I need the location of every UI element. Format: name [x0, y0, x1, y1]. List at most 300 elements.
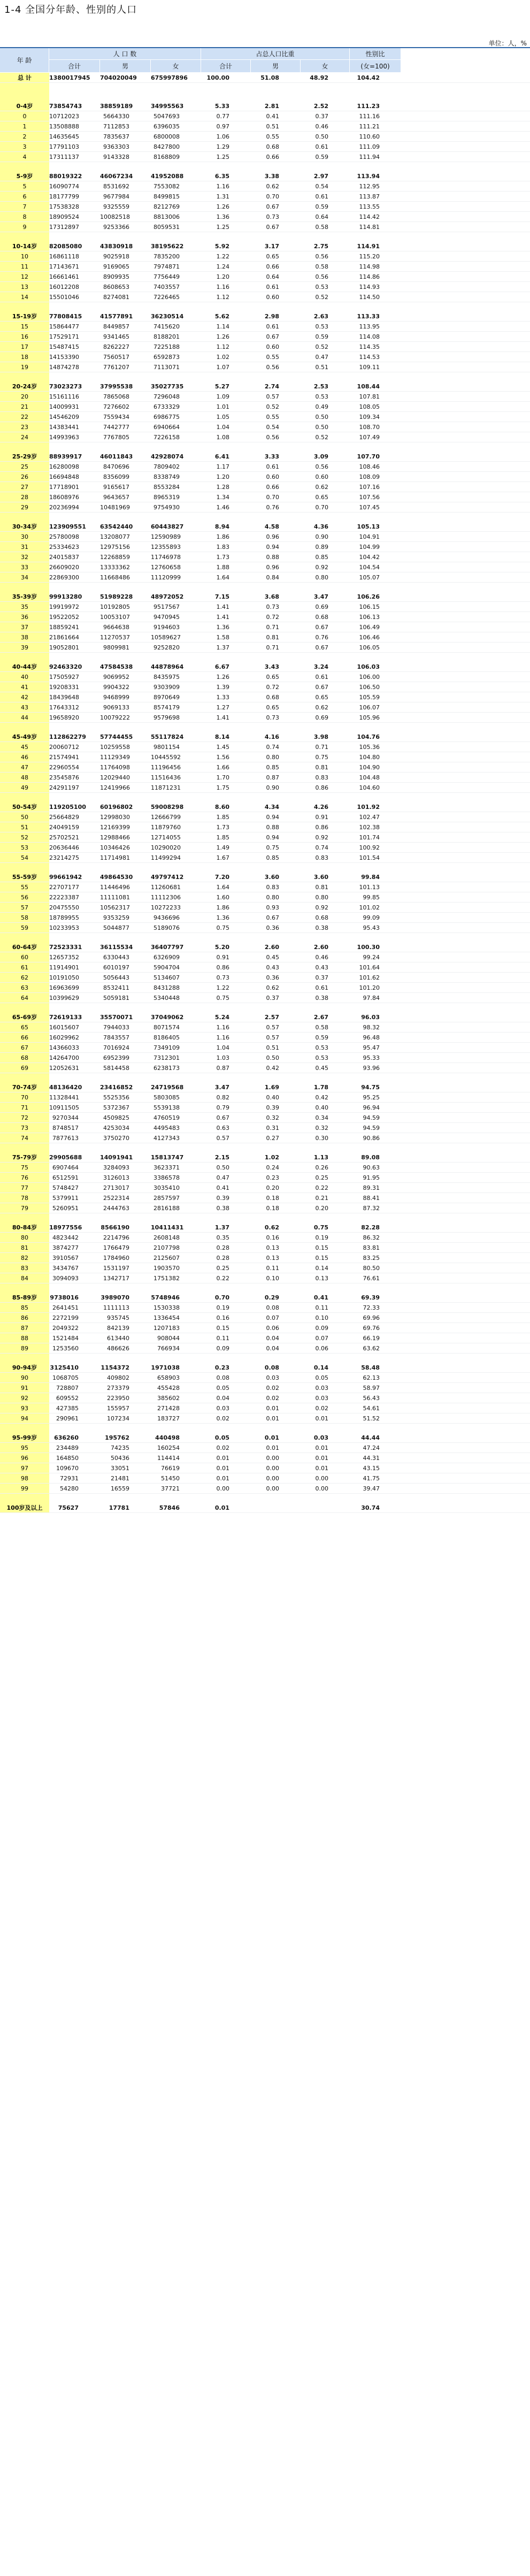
cell-total: 14264700	[49, 1053, 100, 1063]
cell-female: 1751382	[151, 1273, 201, 1283]
row-spacer	[0, 1213, 530, 1223]
cell-p-female: 0.81	[301, 762, 350, 773]
cell-ratio: 104.80	[350, 752, 401, 762]
cell-p-total: 0.19	[201, 1303, 251, 1313]
cell-female: 11112306	[151, 892, 201, 903]
cell-p-total: 1.83	[201, 542, 251, 552]
age-label: 99	[0, 1484, 49, 1494]
cell-total: 10191050	[49, 973, 100, 983]
age-label: 95-99岁	[0, 1433, 49, 1443]
cell-female: 9754930	[151, 502, 201, 513]
cell-p-female: 0.46	[301, 952, 350, 962]
cell-ratio: 115.20	[350, 251, 401, 262]
cell-p-total: 0.75	[201, 923, 251, 933]
cell-ratio: 111.09	[350, 142, 401, 152]
cell-ratio: 99.24	[350, 952, 401, 962]
cell-female: 7974871	[151, 262, 201, 272]
group-row	[0, 101, 530, 111]
cell-male: 21481	[100, 1473, 151, 1484]
cell-female: 9252820	[151, 643, 201, 653]
age-label: 49	[0, 783, 49, 793]
age-label: 25-29岁	[0, 452, 49, 462]
cell-p-total: 1.28	[201, 482, 251, 492]
table-row	[0, 853, 530, 863]
cell-p-male: 0.80	[251, 752, 301, 762]
cell-p-male: 0.04	[251, 1333, 301, 1343]
cell-male: 7276602	[100, 402, 151, 412]
cell-ratio: 105.59	[350, 692, 401, 702]
cell-p-female: 0.45	[301, 1063, 350, 1073]
age-label: 47	[0, 762, 49, 773]
cell-p-female: 0.43	[301, 962, 350, 973]
cell-male: 8608653	[100, 282, 151, 292]
table-row	[0, 1253, 530, 1263]
cell-total: 636260	[49, 1433, 100, 1443]
cell-p-total: 0.38	[201, 1203, 251, 1213]
cell-male: 7944033	[100, 1022, 151, 1033]
cell-total: 20236994	[49, 502, 100, 513]
cell-p-male: 0.85	[251, 853, 301, 863]
age-label: 81	[0, 1243, 49, 1253]
cell-p-female: 0.00	[301, 1473, 350, 1484]
cell-p-male: 0.88	[251, 822, 301, 832]
cell-p-total: 0.11	[201, 1333, 251, 1343]
cell-p-total: 1.17	[201, 462, 251, 472]
cell-total: 20636446	[49, 843, 100, 853]
cell-female: 658903	[151, 1373, 201, 1383]
table-row	[0, 482, 530, 492]
table-row	[0, 1103, 530, 1113]
cell-male: 12419966	[100, 783, 151, 793]
cell-p-total: 1.27	[201, 702, 251, 713]
table-row	[0, 412, 530, 422]
age-label: 83	[0, 1263, 49, 1273]
cell-p-male: 0.00	[251, 1473, 301, 1484]
table-row	[0, 192, 530, 202]
table-row	[0, 1233, 530, 1243]
cell-male: 9143328	[100, 152, 151, 162]
cell-ratio: 58.97	[350, 1383, 401, 1393]
cell-total: 5748427	[49, 1183, 100, 1193]
cell-male: 11129349	[100, 752, 151, 762]
cell-p-female: 0.13	[301, 1273, 350, 1283]
cell-p-female: 0.53	[301, 282, 350, 292]
table-row	[0, 1092, 530, 1103]
cell-male: 7442777	[100, 422, 151, 432]
cell-p-male: 0.07	[251, 1313, 301, 1323]
cell-p-male: 0.57	[251, 392, 301, 402]
cell-p-female: 0.38	[301, 923, 350, 933]
cell-male: 9468999	[100, 692, 151, 702]
cell-male: 4509825	[100, 1113, 151, 1123]
group-row	[0, 1433, 530, 1443]
cell-ratio: 89.08	[350, 1152, 401, 1163]
cell-male: 11668486	[100, 572, 151, 583]
cell-p-total: 8.60	[201, 802, 251, 812]
cell-ratio: 114.53	[350, 352, 401, 362]
header-population: 人 口 数	[49, 48, 201, 60]
age-label: 80	[0, 1233, 49, 1243]
cell-female: 440498	[151, 1433, 201, 1443]
cell-p-total: 2.15	[201, 1152, 251, 1163]
cell-female: 2107798	[151, 1243, 201, 1253]
cell-p-total: 0.77	[201, 111, 251, 121]
cell-p-total: 0.39	[201, 1193, 251, 1203]
cell-p-female: 0.70	[301, 502, 350, 513]
cell-male: 63542440	[100, 522, 151, 532]
cell-female: 8427800	[151, 142, 201, 152]
cell-p-female: 2.60	[301, 942, 350, 952]
age-label: 85	[0, 1303, 49, 1313]
table-row	[0, 432, 530, 442]
cell-p-male: 0.04	[251, 1343, 301, 1354]
cell-total: 18789955	[49, 913, 100, 923]
cell-p-female: 0.10	[301, 1313, 350, 1323]
cell-ratio: 94.59	[350, 1113, 401, 1123]
cell-female: 183727	[151, 1413, 201, 1424]
cell-p-total: 1.41	[201, 612, 251, 622]
cell-male: 8532411	[100, 983, 151, 993]
cell-p-total: 5.62	[201, 311, 251, 322]
cell-female: 6733329	[151, 402, 201, 412]
cell-p-male: 0.45	[251, 952, 301, 962]
population-table	[0, 73, 530, 1513]
table-row	[0, 1453, 530, 1463]
cell-p-male: 0.62	[251, 983, 301, 993]
cell-p-male: 0.08	[251, 1363, 301, 1373]
age-label: 88	[0, 1333, 49, 1343]
cell-ratio: 66.19	[350, 1333, 401, 1343]
group-row	[0, 381, 530, 392]
age-label: 98	[0, 1473, 49, 1484]
cell-female: 60443827	[151, 522, 201, 532]
cell-p-total: 0.35	[201, 1233, 251, 1243]
age-label: 70-74岁	[0, 1082, 49, 1092]
cell-total: 72619133	[49, 1012, 100, 1022]
row-spacer	[0, 513, 530, 522]
group-row	[0, 1503, 530, 1513]
header-share-female: 女	[301, 60, 350, 73]
cell-ratio: 101.74	[350, 832, 401, 843]
table-row	[0, 672, 530, 682]
cell-ratio: 106.50	[350, 682, 401, 692]
table-row	[0, 682, 530, 692]
age-label: 15-19岁	[0, 311, 49, 322]
cell-p-total: 0.00	[201, 1484, 251, 1494]
cell-p-total: 0.28	[201, 1253, 251, 1263]
age-label: 16	[0, 332, 49, 342]
cell-p-female: 0.37	[301, 111, 350, 121]
cell-p-female: 3.47	[301, 592, 350, 602]
table-row	[0, 542, 530, 552]
age-label: 80-84岁	[0, 1222, 49, 1233]
age-label: 40-44岁	[0, 662, 49, 672]
cell-p-total: 0.73	[201, 973, 251, 983]
cell-p-male: 0.68	[251, 692, 301, 702]
cell-ratio: 62.13	[350, 1373, 401, 1383]
cell-total: 99661942	[49, 872, 100, 882]
cell-male: 7843557	[100, 1033, 151, 1043]
cell-total: 18859241	[49, 622, 100, 632]
cell-male: 46011843	[100, 452, 151, 462]
cell-total: 18177799	[49, 192, 100, 202]
row-spacer	[0, 1494, 530, 1503]
row-spacer	[0, 1003, 530, 1013]
cell-p-female: 0.74	[301, 843, 350, 853]
cell-female: 12590989	[151, 532, 201, 542]
age-label: 54	[0, 853, 49, 863]
cell-p-male: 0.94	[251, 832, 301, 843]
cell-total: 11914901	[49, 962, 100, 973]
cell-p-total: 1.46	[201, 502, 251, 513]
cell-female: 8553284	[151, 482, 201, 492]
cell-male: 2522314	[100, 1193, 151, 1203]
age-label: 70	[0, 1092, 49, 1103]
age-label: 96	[0, 1453, 49, 1463]
table-row	[0, 1053, 530, 1063]
cell-p-male: 0.13	[251, 1253, 301, 1263]
age-label: 17	[0, 342, 49, 352]
cell-p-female: 0.61	[301, 142, 350, 152]
cell-p-male: 0.55	[251, 412, 301, 422]
cell-total: 12052631	[49, 1063, 100, 1073]
cell-total: 10399629	[49, 993, 100, 1003]
group-row	[0, 1222, 530, 1233]
cell-ratio: 105.36	[350, 742, 401, 752]
cell-p-total: 1.02	[201, 352, 251, 362]
age-label: 38	[0, 632, 49, 643]
cell-female: 9801154	[151, 742, 201, 752]
age-label: 63	[0, 983, 49, 993]
cell-ratio: 106.00	[350, 672, 401, 682]
cell-p-total: 5.27	[201, 381, 251, 392]
cell-ratio: 112.95	[350, 181, 401, 192]
cell-ratio: 30.74	[350, 1503, 401, 1513]
cell-ratio: 107.56	[350, 492, 401, 502]
cell-female: 1903570	[151, 1263, 201, 1273]
cell-total: 17505927	[49, 672, 100, 682]
table-row	[0, 362, 530, 372]
cell-total: 10233953	[49, 923, 100, 933]
cell-total: 24049159	[49, 822, 100, 832]
table-row	[0, 1333, 530, 1343]
cell-p-female: 0.69	[301, 713, 350, 723]
cell-p-total: 5.24	[201, 1012, 251, 1022]
cell-female: 7415620	[151, 322, 201, 332]
cell-p-male: 4.16	[251, 732, 301, 742]
cell-p-female: 0.58	[301, 262, 350, 272]
cell-p-female: 0.03	[301, 1383, 350, 1393]
cell-p-female: 0.58	[301, 1022, 350, 1033]
cell-p-male: 0.93	[251, 903, 301, 913]
cell-p-total: 3.47	[201, 1082, 251, 1092]
cell-p-female: 0.34	[301, 1113, 350, 1123]
cell-p-male: 0.61	[251, 462, 301, 472]
cell-p-female: 0.65	[301, 692, 350, 702]
cell-total: 26609020	[49, 562, 100, 572]
table-row	[0, 1473, 530, 1484]
cell-male: 8449857	[100, 322, 151, 332]
table-row	[0, 1413, 530, 1424]
cell-p-male: 0.29	[251, 1293, 301, 1303]
cell-male: 1111113	[100, 1303, 151, 1313]
cell-p-total: 1.58	[201, 632, 251, 643]
cell-p-total: 1.86	[201, 903, 251, 913]
cell-total: 1068705	[49, 1373, 100, 1383]
cell-male: 9664638	[100, 622, 151, 632]
cell-ratio: 108.05	[350, 402, 401, 412]
age-label: 42	[0, 692, 49, 702]
cell-p-total: 0.75	[201, 993, 251, 1003]
cell-total: 15864477	[49, 322, 100, 332]
cell-female: 37721	[151, 1484, 201, 1494]
cell-p-total: 0.08	[201, 1373, 251, 1383]
table-row	[0, 1022, 530, 1033]
cell-ratio: 107.16	[350, 482, 401, 492]
cell-p-female: 4.36	[301, 522, 350, 532]
cell-female: 6396035	[151, 121, 201, 132]
cell-p-total: 1.01	[201, 402, 251, 412]
cell-p-female: 0.53	[301, 1043, 350, 1053]
cell-p-total: 1.36	[201, 622, 251, 632]
cell-female: 59008298	[151, 802, 201, 812]
cell-p-male: 0.01	[251, 1403, 301, 1413]
age-label: 8	[0, 212, 49, 222]
cell-ratio: 107.49	[350, 432, 401, 442]
cell-female: 6326909	[151, 952, 201, 962]
header-male: 男	[100, 60, 151, 73]
age-label: 75	[0, 1163, 49, 1173]
cell-total: 10911505	[49, 1103, 100, 1113]
cell-female: 12666799	[151, 812, 201, 822]
cell-p-male: 0.73	[251, 713, 301, 723]
cell-p-male: 0.40	[251, 1092, 301, 1103]
table-row	[0, 532, 530, 542]
cell-male: 6952399	[100, 1053, 151, 1063]
cell-male: 13208077	[100, 532, 151, 542]
table-row	[0, 212, 530, 222]
cell-ratio: 114.91	[350, 241, 401, 251]
cell-male: 60196802	[100, 802, 151, 812]
cell-total: 3874277	[49, 1243, 100, 1253]
cell-female: 114414	[151, 1453, 201, 1463]
cell-ratio: 99.84	[350, 872, 401, 882]
cell-total: 14153390	[49, 352, 100, 362]
age-label: 100岁及以上	[0, 1503, 49, 1513]
age-label: 24	[0, 432, 49, 442]
cell-female: 10589627	[151, 632, 201, 643]
cell-p-male: 0.27	[251, 1133, 301, 1143]
cell-ratio: 41.75	[350, 1473, 401, 1484]
age-label: 71	[0, 1103, 49, 1113]
row-spacer	[0, 1283, 530, 1293]
cell-p-male: 0.41	[251, 111, 301, 121]
cell-female: 6800008	[151, 132, 201, 142]
cell-p-male: 2.74	[251, 381, 301, 392]
cell-male: 9353259	[100, 913, 151, 923]
age-label: 84	[0, 1273, 49, 1283]
cell-total: 119205100	[49, 802, 100, 812]
cell-p-female: 0.06	[301, 1343, 350, 1354]
cell-ratio: 93.96	[350, 1063, 401, 1073]
cell-total: 25664829	[49, 812, 100, 822]
cell-p-female: 0.61	[301, 192, 350, 202]
cell-total: 14546209	[49, 412, 100, 422]
cell-total: 14993963	[49, 432, 100, 442]
cell-male: 8262227	[100, 342, 151, 352]
cell-p-female: 0.53	[301, 392, 350, 402]
cell-ratio: 72.33	[350, 1303, 401, 1313]
age-label: 0	[0, 111, 49, 121]
cell-p-male: 0.57	[251, 1022, 301, 1033]
cell-female: 8212769	[151, 202, 201, 212]
header-age: 年 龄	[0, 48, 49, 73]
table-row	[0, 1113, 530, 1123]
cell-female: 7225188	[151, 342, 201, 352]
cell-male: 33051	[100, 1463, 151, 1473]
cell-female: 7553082	[151, 181, 201, 192]
cell-p-total: 1.07	[201, 362, 251, 372]
cell-p-female: 0.56	[301, 462, 350, 472]
table-row	[0, 773, 530, 783]
cell-p-male: 0.37	[251, 993, 301, 1003]
cell-female: 8431288	[151, 983, 201, 993]
cell-total: 22960554	[49, 762, 100, 773]
cell-female: 41952088	[151, 171, 201, 181]
age-label: 69	[0, 1063, 49, 1073]
cell-p-female: 0.64	[301, 212, 350, 222]
age-label: 6	[0, 192, 49, 202]
cell-ratio: 104.91	[350, 532, 401, 542]
cell-p-female: 0.68	[301, 913, 350, 923]
age-label: 36	[0, 612, 49, 622]
cell-female: 2857597	[151, 1193, 201, 1203]
cell-total: 109670	[49, 1463, 100, 1473]
cell-p-total: 0.05	[201, 1433, 251, 1443]
cell-p-total: 1.45	[201, 742, 251, 752]
cell-male: 1531197	[100, 1263, 151, 1273]
age-label: 12	[0, 272, 49, 282]
header-sex-ratio-note: (女=100)	[350, 60, 401, 73]
cell-p-male: 0.36	[251, 923, 301, 933]
cell-ratio: 107.81	[350, 392, 401, 402]
cell-p-total: 1.25	[201, 222, 251, 232]
cell-p-male: 0.83	[251, 882, 301, 892]
cell-male: 23416852	[100, 1082, 151, 1092]
cell-total: 1380017945	[49, 73, 100, 83]
cell-total: 13508888	[49, 121, 100, 132]
cell-p-female: 0.65	[301, 492, 350, 502]
age-label: 76	[0, 1173, 49, 1183]
cell-male: 10481969	[100, 502, 151, 513]
cell-total: 21574941	[49, 752, 100, 762]
cell-total: 16090774	[49, 181, 100, 192]
group-row	[0, 1082, 530, 1092]
age-label: 73	[0, 1123, 49, 1133]
cell-female: 1336454	[151, 1313, 201, 1323]
table-row	[0, 1133, 530, 1143]
age-label: 5-9岁	[0, 171, 49, 181]
table-row	[0, 1373, 530, 1383]
age-label: 37	[0, 622, 49, 632]
cell-female: 5189076	[151, 923, 201, 933]
cell-ratio: 109.11	[350, 362, 401, 372]
cell-male: 3284093	[100, 1163, 151, 1173]
cell-total: 20060712	[49, 742, 100, 752]
cell-male: 7016924	[100, 1043, 151, 1053]
age-label: 9	[0, 222, 49, 232]
cell-p-male: 0.18	[251, 1193, 301, 1203]
